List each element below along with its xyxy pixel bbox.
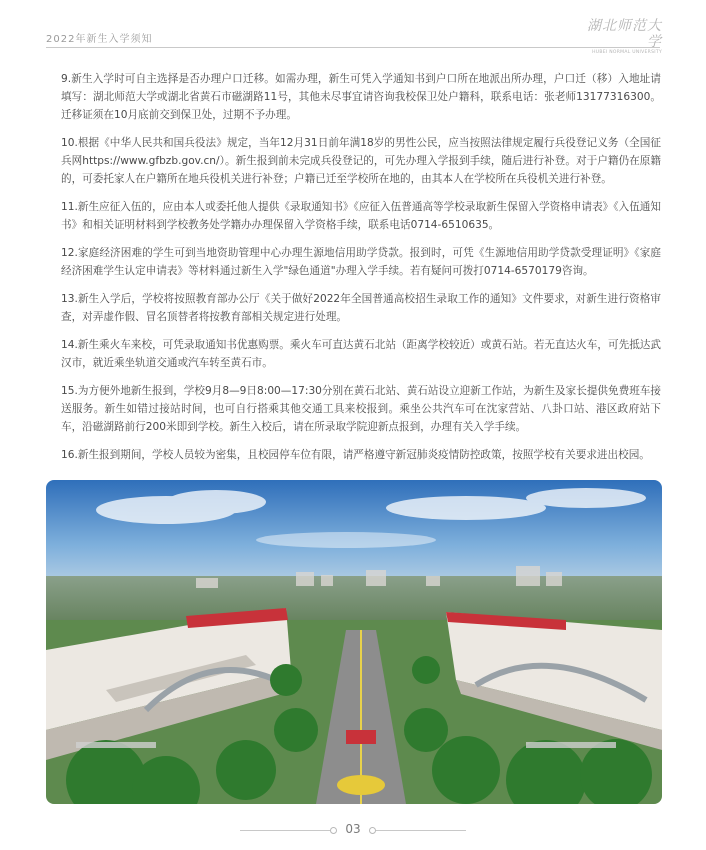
page-footer [0, 822, 706, 842]
notice-item-13: 13.新生入学后，学校将按照教育部办公厅《关于做好2022年全国普通高校招生录取工作的通知》文件要求，对新生进行资格审查，对弄虚作假、冒名顶替者将按教育部相关规定进行处理。 [61, 293, 661, 323]
footer-rule-left [240, 830, 330, 831]
header-title: 2022年新生入学须知 [46, 34, 153, 45]
logo-subtext: HUBEI NORMAL UNIVERSITY [592, 50, 662, 55]
logo-text: 湖北师范大学 [587, 18, 662, 50]
notice-item-14: 14.新生乘火车来校，可凭录取通知书优惠购票。乘火车可直达黄石北站（距离学校较近）或黄石站。若无直达火车，可先抵达武汉市，就近乘坐轨道交通或汽车转至黄石市。 [61, 339, 661, 369]
footer-ornament-right [369, 827, 376, 834]
notice-item-10: 10.根据《中华人民共和国兵役法》规定，当年12月31日前年满18岁的男性公民，应当按照法律规定履行兵役登记义务（全国征兵网https://www.gfbzb.gov.cn/）。新生报到前未完成兵役登记的，可先办理入学报到手续，随后进行补登。对于户籍仍在原籍的，可委托家人在户籍所在地兵役机关进行补登；户籍已迁至学校所在地的，由其本人在学校所在兵役机关进行补登。 [61, 137, 661, 185]
university-logo [586, 18, 662, 55]
notice-item-9: 9.新生入学时可自主选择是否办理户口迁移。如需办理，新生可凭入学通知书到户口所在地派出所办理，户口迁（移）入地址请填写：湖北师范大学或湖北省黄石市磁湖路11号，其他未尽事宜请咨询我校保卫处户籍科，联系电话：张老师13177316300。迁移证须在10月底前交到保卫处，过期不予办理。 [61, 73, 661, 121]
footer-ornament-left [330, 827, 337, 834]
notice-item-15: 15.为方便外地新生报到，学校9月8—9日8:00—17:30分别在黄石北站、黄石站设立迎新工作站，为新生及家长提供免费班车接送服务。新生如错过接站时间，也可自行搭乘其他交通工具来校报到。乘坐公共汽车可在沈家营站、八卦口站、港区政府站下车，沿磁湖路前行200米即到学校。新生入校后，请在所录取学院迎新点报到，办理有关入学手续。 [61, 385, 661, 433]
notice-item-16: 16.新生报到期间，学校人员较为密集，且校园停车位有限，请严格遵守新冠肺炎疫情防控政策，按照学校有关要求进出校园。 [61, 449, 650, 461]
notice-body [61, 70, 661, 474]
footer-rule-right [376, 830, 466, 831]
page-header [0, 0, 706, 55]
page-number: 03 [345, 822, 361, 836]
header-divider [46, 47, 660, 48]
notice-item-12: 12.家庭经济困难的学生可到当地资助管理中心办理生源地信用助学贷款。报到时，可凭《生源地信用助学贷款受理证明》《家庭经济困难学生认定申请表》等材料通过新生入学"绿色通道"办理入学手续。若有疑问可拨打0714-6570179咨询。 [61, 247, 661, 277]
campus-aerial-photo [46, 480, 662, 804]
notice-item-11: 11.新生应征入伍的，应由本人或委托他人提供《录取通知书》《应征入伍普通高等学校录取新生保留入学资格申请表》《入伍通知书》和相关证明材料到学校教务处学籍办办理保留入学资格手续，联系电话0714-6510635。 [61, 201, 661, 231]
